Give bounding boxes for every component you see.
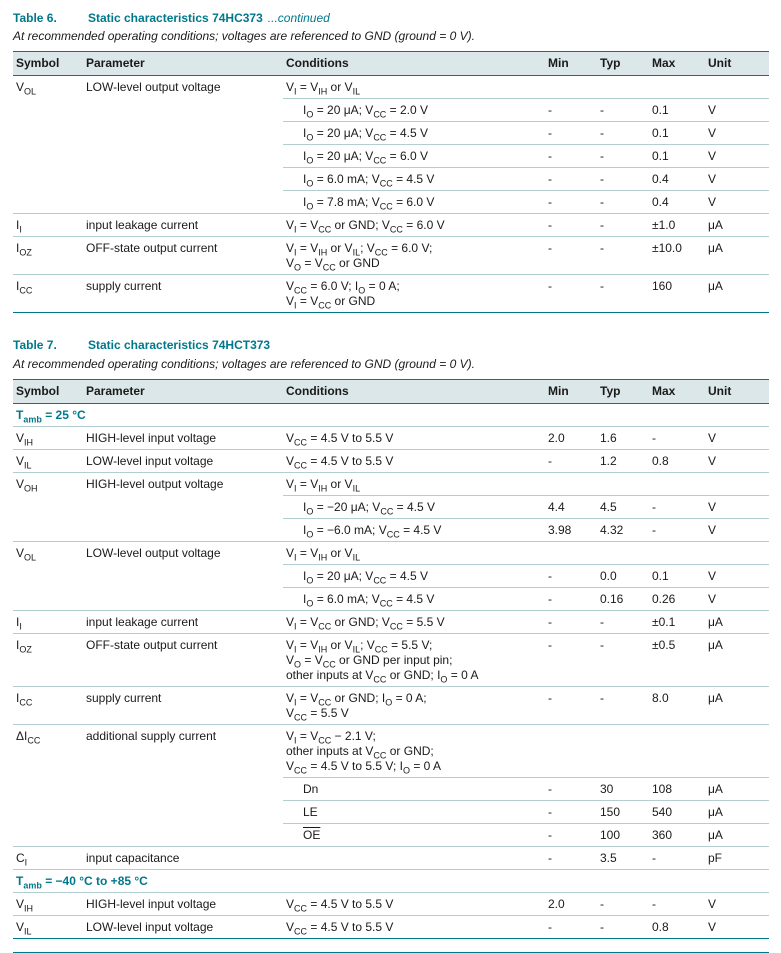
- cell-symbol: $I_I$: [13, 214, 83, 237]
- cell-parameter: LOW-level output voltage: [86, 80, 221, 95]
- cell-conditions: $I_O = 7.8$ mA; $V_{CC} = 6.0$ V: [283, 191, 545, 214]
- column-header: Unit: [705, 379, 769, 403]
- cell-typ: 4.32: [597, 518, 649, 541]
- cell-min: -: [545, 846, 597, 869]
- cell-unit: V: [705, 145, 769, 168]
- cell-conditions: $V_I = V_{IH}$ or $V_{IL}$: [283, 541, 545, 564]
- cell-symbol: $I_I$: [13, 610, 83, 633]
- table6-title: Static characteristics 74HC373: [88, 11, 263, 25]
- cell-min: -: [545, 800, 597, 823]
- table7-subtitle: At recommended operating conditions; voltages are referenced to GND (ground = 0 V).: [13, 356, 475, 371]
- column-header: Typ: [597, 52, 649, 76]
- cell-typ: 100: [597, 823, 649, 846]
- cell-max: [649, 541, 705, 564]
- cell-min: [545, 76, 597, 99]
- cell-typ: 1.6: [597, 426, 649, 449]
- cell-typ: -: [597, 168, 649, 191]
- cell-min: -: [545, 610, 597, 633]
- table-row: [13, 449, 769, 472]
- cell-min: -: [545, 237, 597, 275]
- cell-min: [545, 724, 597, 777]
- table7-title: Static characteristics 74HCT373: [88, 338, 271, 353]
- cell-unit: V: [705, 168, 769, 191]
- cell-typ: [597, 541, 649, 564]
- cell-max: [649, 724, 705, 777]
- cell-parameter: [83, 495, 283, 518]
- cell-min: -: [545, 449, 597, 472]
- cell-min: 2.0: [545, 892, 597, 915]
- table-row: [13, 564, 769, 587]
- cell-symbol: $V_{IH}$: [13, 426, 83, 449]
- table6-title-suffix: ...continued: [267, 11, 330, 25]
- cell-conditions: $V_I = V_{IH}$ or $V_{IL}$; $V_{CC} = 5.5$ V; $V_O = V_{CC}$ or GND per input pin; other inputs at $V_{CC}$ or GND; $I_O = 0$ A: [283, 633, 545, 686]
- column-header: Min: [545, 52, 597, 76]
- table6-block: [13, 10, 769, 313]
- cell-parameter: [83, 777, 283, 800]
- cell-typ: [597, 724, 649, 777]
- cell-unit: μA: [705, 823, 769, 846]
- cell-symbol: $C_I$: [13, 846, 83, 869]
- cell-conditions: $V_I = V_{IH}$ or $V_{IL}$: [286, 80, 361, 97]
- cell-unit: μA: [705, 275, 769, 313]
- cell-typ: -: [597, 145, 649, 168]
- cell-symbol: $I_{OZ}$: [13, 633, 83, 686]
- cell-min: -: [545, 214, 597, 237]
- cell-typ: -: [597, 191, 649, 214]
- cell-parameter: [83, 587, 283, 610]
- cell-conditions: $V_I = V_{CC}$ or GND; $V_{CC} = 6.0$ V: [283, 214, 545, 237]
- table-row: [13, 191, 769, 214]
- cell-parameter: OFF-state output current: [83, 633, 283, 686]
- table-row: [13, 99, 769, 122]
- cell-symbol: [13, 145, 83, 168]
- cell-symbol: [13, 518, 83, 541]
- cell-parameter: LOW-level output voltage: [83, 541, 283, 564]
- cell-symbol: $V_{IH}$: [13, 892, 83, 915]
- cell-typ: -: [597, 122, 649, 145]
- cell-parameter: [83, 168, 283, 191]
- cell-max: 108: [649, 777, 705, 800]
- table-row: [13, 724, 769, 777]
- cell-symbol: [13, 777, 83, 800]
- table6: [13, 51, 769, 313]
- table7-header-row: [13, 379, 769, 403]
- cell-conditions: $V_{CC} = 6.0$ V; $I_O = 0$ A; $V_I = V_{CC}$ or GND: [283, 275, 545, 313]
- cell-conditions: $I_O = -20$ μA; $V_{CC} = 4.5$ V: [283, 495, 545, 518]
- table6-caption: [13, 10, 769, 26]
- cell-max: 360: [649, 823, 705, 846]
- table-row: [13, 122, 769, 145]
- cell-max: [649, 472, 705, 495]
- cell-parameter: [83, 564, 283, 587]
- cell-max: -: [649, 426, 705, 449]
- table-row: [13, 686, 769, 724]
- cell-typ: [597, 472, 649, 495]
- cell-max: 8.0: [649, 686, 705, 724]
- cell-unit: V: [705, 449, 769, 472]
- cell-symbol: $V_{OH}$: [13, 472, 83, 495]
- table7-caption: [13, 337, 769, 353]
- column-header: Symbol: [13, 52, 83, 76]
- cell-conditions: $I_O = 20$ μA; $V_{CC} = 6.0$ V: [283, 145, 545, 168]
- cell-min: -: [545, 191, 597, 214]
- table6-body: [13, 76, 769, 313]
- cell-max: -: [649, 495, 705, 518]
- cell-min: -: [545, 145, 597, 168]
- cell-unit: μA: [705, 237, 769, 275]
- cell-conditions: $V_{CC} = 4.5$ V to 5.5 V: [283, 892, 545, 915]
- cell-symbol: [13, 191, 83, 214]
- cell-typ: -: [597, 610, 649, 633]
- cell-max: ±0.1: [649, 610, 705, 633]
- cell-max: ±10.0: [649, 237, 705, 275]
- cell-symbol: [13, 495, 83, 518]
- cell-max: [649, 76, 705, 99]
- cell-symbol: $V_{IL}$: [13, 449, 83, 472]
- cell-parameter: input leakage current: [83, 214, 283, 237]
- cell-max: 0.1: [649, 564, 705, 587]
- cell-max: -: [649, 892, 705, 915]
- section-row: [13, 403, 769, 426]
- cell-min: -: [545, 777, 597, 800]
- cell-unit: V: [705, 915, 769, 938]
- cell-unit: [705, 472, 769, 495]
- cell-min: -: [545, 633, 597, 686]
- cell-parameter: additional supply current: [83, 724, 283, 777]
- cell-symbol: $I_{OZ}$: [13, 237, 83, 275]
- cell-min: -: [545, 168, 597, 191]
- cell-conditions: $V_I = V_{IH}$ or $V_{IL}$: [283, 472, 545, 495]
- cell-unit: μA: [705, 777, 769, 800]
- table6-label: Table 6.: [13, 11, 57, 25]
- cell-conditions: $V_I = V_{CC} - 2.1$ V; other inputs at $V_{CC}$ or GND; $V_{CC} = 4.5$ V to 5.5 V; $I_O = 0$ A: [283, 724, 545, 777]
- cell-typ: -: [597, 686, 649, 724]
- table-row: [13, 777, 769, 800]
- column-header: Unit: [705, 52, 769, 76]
- cell-parameter: input leakage current: [83, 610, 283, 633]
- table-row: [13, 846, 769, 869]
- cell-min: -: [545, 275, 597, 313]
- cell-min: -: [545, 122, 597, 145]
- column-header: Typ: [597, 379, 649, 403]
- cell-max: 0.4: [649, 168, 705, 191]
- cell-conditions: $I_O = 6.0$ mA; $V_{CC} = 4.5$ V: [283, 587, 545, 610]
- column-header: Parameter: [83, 379, 283, 403]
- cell-min: -: [545, 823, 597, 846]
- table-row: [13, 518, 769, 541]
- table-row: [13, 823, 769, 846]
- cell-parameter: supply current: [83, 275, 283, 313]
- cell-parameter: HIGH-level input voltage: [83, 892, 283, 915]
- cell-conditions: $V_{CC} = 4.5$ V to 5.5 V: [283, 449, 545, 472]
- cell-unit: [705, 541, 769, 564]
- cell-symbol: $V_{OL}$: [13, 541, 83, 564]
- cell-symbol: $V_{OL}$: [16, 80, 37, 97]
- table6-subtitle: At recommended operating conditions; voltages are referenced to GND (ground = 0 V).: [13, 29, 475, 44]
- cell-symbol: [13, 168, 83, 191]
- column-header: Conditions: [283, 379, 545, 403]
- cell-parameter: supply current: [83, 686, 283, 724]
- cell-typ: -: [597, 99, 649, 122]
- table7-label: Table 7.: [13, 338, 57, 353]
- cell-conditions: $V_{CC} = 4.5$ V to 5.5 V: [283, 915, 545, 938]
- cell-max: 0.4: [649, 191, 705, 214]
- cell-typ: 30: [597, 777, 649, 800]
- cell-conditions: $I_O = 20$ μA; $V_{CC} = 4.5$ V: [283, 122, 545, 145]
- table-row: [13, 892, 769, 915]
- cell-unit: μA: [705, 686, 769, 724]
- column-header: Symbol: [13, 379, 83, 403]
- cell-conditions: $I_O = -6.0$ mA; $V_{CC} = 4.5$ V: [283, 518, 545, 541]
- cell-min: -: [545, 686, 597, 724]
- cell-parameter: [83, 800, 283, 823]
- table-row: [13, 214, 769, 237]
- section-label: $T_{amb} = -40$ °C to +85 °C: [13, 869, 769, 892]
- cell-typ: [597, 76, 649, 99]
- table-row: [13, 426, 769, 449]
- cell-parameter: OFF-state output current: [83, 237, 283, 275]
- table-row: [13, 541, 769, 564]
- cell-symbol: [13, 823, 83, 846]
- cell-unit: V: [705, 518, 769, 541]
- cell-typ: -: [597, 633, 649, 686]
- cell-parameter: input capacitance: [83, 846, 283, 869]
- cell-unit: V: [705, 191, 769, 214]
- cell-typ: 150: [597, 800, 649, 823]
- table-row: [13, 587, 769, 610]
- cell-typ: -: [597, 892, 649, 915]
- cell-parameter: [83, 122, 283, 145]
- cell-min: [545, 541, 597, 564]
- section-label: $T_{amb} = 25$ °C: [16, 407, 86, 425]
- cell-max: -: [649, 846, 705, 869]
- cell-symbol: $I_{CC}$: [13, 275, 83, 313]
- cell-symbol: [13, 800, 83, 823]
- cell-symbol: [13, 99, 83, 122]
- cell-max: 0.1: [649, 145, 705, 168]
- cell-max: ±1.0: [649, 214, 705, 237]
- cell-min: 3.98: [545, 518, 597, 541]
- cell-conditions: $V_I = V_{CC}$ or GND; $I_O = 0$ A; $V_{CC} = 5.5$ V: [283, 686, 545, 724]
- cell-min: -: [545, 915, 597, 938]
- cell-typ: -: [597, 915, 649, 938]
- cell-conditions: [283, 846, 545, 869]
- table-row: [13, 145, 769, 168]
- cell-max: ±0.5: [649, 633, 705, 686]
- cell-parameter: [83, 99, 283, 122]
- cell-typ: 3.5: [597, 846, 649, 869]
- table-row: [13, 76, 769, 99]
- cell-parameter: HIGH-level input voltage: [83, 426, 283, 449]
- cell-typ: 4.5: [597, 495, 649, 518]
- cell-unit: V: [705, 122, 769, 145]
- table-row: [13, 610, 769, 633]
- cell-unit: μA: [705, 800, 769, 823]
- cell-parameter: [83, 191, 283, 214]
- cell-typ: 1.2: [597, 449, 649, 472]
- cell-min: -: [545, 564, 597, 587]
- cell-conditions: $V_I = V_{IH}$ or $V_{IL}$; $V_{CC} = 6.0$ V; $V_O = V_{CC}$ or GND: [283, 237, 545, 275]
- column-header: Max: [649, 379, 705, 403]
- cell-unit: V: [705, 426, 769, 449]
- table-row: [13, 800, 769, 823]
- cell-conditions: $V_{CC} = 4.5$ V to 5.5 V: [283, 426, 545, 449]
- cell-unit: [705, 76, 769, 99]
- table7: [13, 379, 769, 939]
- cell-unit: V: [705, 892, 769, 915]
- table-row: [13, 237, 769, 275]
- column-header: Conditions: [283, 52, 545, 76]
- column-header: Parameter: [83, 52, 283, 76]
- cell-unit: V: [705, 564, 769, 587]
- cell-max: 0.8: [649, 449, 705, 472]
- cell-parameter: HIGH-level output voltage: [83, 472, 283, 495]
- cell-typ: 0.16: [597, 587, 649, 610]
- cell-conditions: LE: [283, 800, 545, 823]
- cell-conditions: $\overline{OE}$: [283, 823, 545, 846]
- cell-conditions: $I_O = 6.0$ mA; $V_{CC} = 4.5$ V: [283, 168, 545, 191]
- table-row: [13, 495, 769, 518]
- cell-min: [545, 472, 597, 495]
- table-row: [13, 168, 769, 191]
- cell-symbol: $V_{IL}$: [13, 915, 83, 938]
- cell-max: 0.1: [649, 99, 705, 122]
- table-row: [13, 275, 769, 313]
- cell-unit: μA: [705, 214, 769, 237]
- cell-unit: pF: [705, 846, 769, 869]
- table7-block: [13, 337, 769, 938]
- cell-min: 2.0: [545, 426, 597, 449]
- cell-parameter: LOW-level input voltage: [83, 449, 283, 472]
- cell-symbol: [13, 587, 83, 610]
- section-row: [13, 869, 769, 892]
- cell-unit: μA: [705, 633, 769, 686]
- cell-conditions: Dn: [283, 777, 545, 800]
- cell-symbol: $\Delta I_{CC}$: [13, 724, 83, 777]
- table-row: [13, 472, 769, 495]
- cell-parameter: [83, 518, 283, 541]
- cell-conditions: $V_I = V_{CC}$ or GND; $V_{CC} = 5.5$ V: [283, 610, 545, 633]
- cell-typ: 0.0: [597, 564, 649, 587]
- cell-conditions: $I_O = 20$ μA; $V_{CC} = 2.0$ V: [283, 99, 545, 122]
- table-row: [13, 915, 769, 938]
- cell-symbol: [13, 564, 83, 587]
- table6-header-row: [13, 52, 769, 76]
- cell-min: 4.4: [545, 495, 597, 518]
- cell-typ: -: [597, 214, 649, 237]
- cell-parameter: [83, 145, 283, 168]
- cell-symbol: $I_{CC}$: [13, 686, 83, 724]
- cell-parameter: LOW-level input voltage: [83, 915, 283, 938]
- cell-conditions: $I_O = 20$ μA; $V_{CC} = 4.5$ V: [283, 564, 545, 587]
- cell-max: 0.8: [649, 915, 705, 938]
- column-header: Max: [649, 52, 705, 76]
- cell-max: 160: [649, 275, 705, 313]
- cell-unit: V: [705, 587, 769, 610]
- cell-typ: -: [597, 237, 649, 275]
- table-row: [13, 633, 769, 686]
- cell-max: 540: [649, 800, 705, 823]
- table7-body: [13, 403, 769, 938]
- cell-min: -: [545, 587, 597, 610]
- cell-unit: V: [705, 495, 769, 518]
- cell-max: 0.1: [649, 122, 705, 145]
- column-header: Min: [545, 379, 597, 403]
- cell-max: 0.26: [649, 587, 705, 610]
- cell-min: -: [545, 99, 597, 122]
- cell-parameter: [83, 823, 283, 846]
- cell-unit: V: [705, 99, 769, 122]
- cell-unit: [705, 724, 769, 777]
- cell-max: -: [649, 518, 705, 541]
- cell-unit: μA: [705, 610, 769, 633]
- cell-typ: -: [597, 275, 649, 313]
- cell-symbol: [13, 122, 83, 145]
